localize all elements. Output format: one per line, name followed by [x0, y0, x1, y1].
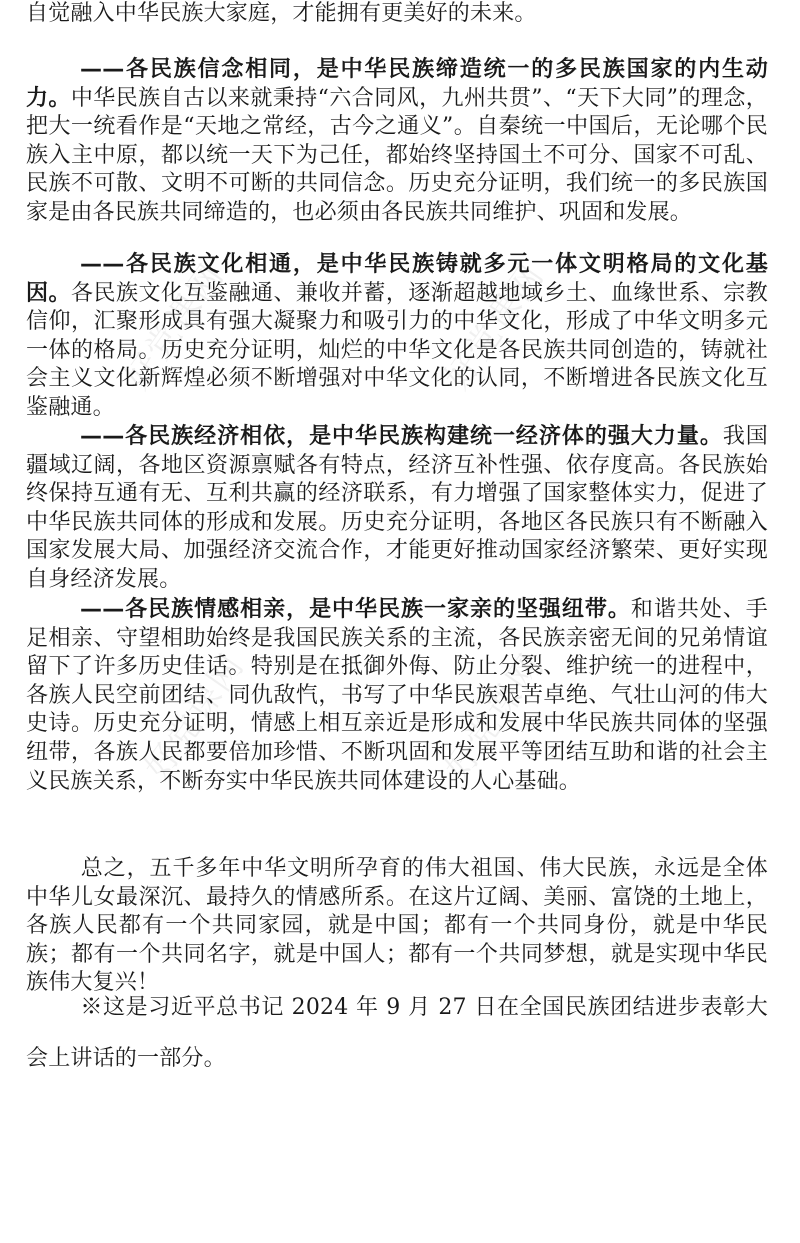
paragraph-lead: ——各民族经济相依，是中华民族构建统一经济体的强大力量。 — [80, 424, 723, 449]
paragraph-body: 各民族文化互鉴融通、兼收并蓄，逐渐超越地域乡土、血缘世系、宗教信仰，汇聚形成具有强大凝聚力和吸引力的中华文化，形成了中华文明多元一体的格局。历史充分证明，灿烂的中华文化是各民族共同创造的，铸就社会主义文化新辉煌必须不断增强对中华文化的认同，不断增进各民族文化互鉴融通。 — [26, 280, 769, 420]
paragraph-conclusion — [26, 855, 768, 998]
paragraph-lead: ——各民族文化相通，是中华民族铸就多元一体文明格局的文化基因。 — [26, 252, 768, 306]
paragraph-economy — [26, 423, 768, 595]
paragraph-continuation — [26, 0, 768, 29]
paragraph-emotion — [26, 596, 768, 796]
watermark: 好党课网 — [137, 646, 253, 787]
paragraph-body: 我国疆域辽阔，各地区资源禀赋各有特点，经济互补性强、依存度高。各民族始终保持互通有无、互利共赢的经济联系，有力增强了国家整体实力，促进了中华民族共同体的形成和发展。历史充分证明，各地区各民族只有不断融入国家发展大局、加强经济交流合作，才能更好推动国家经济繁荣、更好实现自身经济发展。 — [26, 424, 768, 592]
paragraph-body: 中华民族自古以来就秉持“六合同风，九州共贯”、“天下大同”的理念，把大一统看作是“天地之常经，古今之通义”。自秦统一中国后，无论哪个民族入主中原，都以统一天下为己任，都始终坚持国土不可分、国家不可乱、民族不可散、文明不可断的共同信念。历史充分证明，我们统一的多民族国家是由各民族共同缔造的，也必须由各民族共同维护、巩固和发展。 — [26, 85, 768, 225]
watermark: 好党课网 — [117, 256, 233, 397]
source-note-text: ※这是习近平总书记 2024 年 9 月 27 日在全国民族团结进步表彰大会上讲话的一部分。 — [26, 995, 768, 1071]
paragraph-culture — [26, 251, 768, 423]
paragraph-belief — [26, 56, 768, 228]
paragraph-body: 总之，五千多年中华文明所孕育的伟大祖国、伟大民族，永远是全体中华儿女最深沉、最持久的情感所系。在这片辽阔、美丽、富饶的土地上，各族人民都有一个共同家园，就是中国；都有一个共同身份，就是中华民族；都有一个共同名字，就是中国人；都有一个共同梦想，就是实现中华民族伟大复兴！ — [26, 856, 768, 996]
watermark: 好党课网 — [437, 256, 553, 397]
watermark: 好党课网 — [437, 646, 553, 787]
paragraph-lead: ——各民族信念相同，是中华民族缔造统一的多民族国家的内生动力。 — [26, 57, 768, 111]
paragraph-body: 和谐共处、手足相亲、守望相助始终是我国民族关系的主流，各民族亲密无间的兄弟情谊留下了许多历史佳话。特别是在抵御外侮、防止分裂、维护统一的进程中，各族人民空前团结、同仇敌忾，书写了中华民族艰苦卓绝、气壮山河的伟大史诗。历史充分证明，情感上相互亲近是形成和发展中华民族共同体的坚强纽带，各族人民都要倍加珍惜、不断巩固和发展平等团结互助和谐的社会主义民族关系，不断夯实中华民族共同体建设的人心基础。 — [26, 597, 769, 794]
paragraph-lead: ——各民族情感相亲，是中华民族一家亲的坚强纽带。 — [80, 597, 631, 622]
source-note — [26, 982, 768, 1084]
paragraph-body: 自觉融入中华民族大家庭，才能拥有更美好的未来。 — [26, 1, 537, 26]
